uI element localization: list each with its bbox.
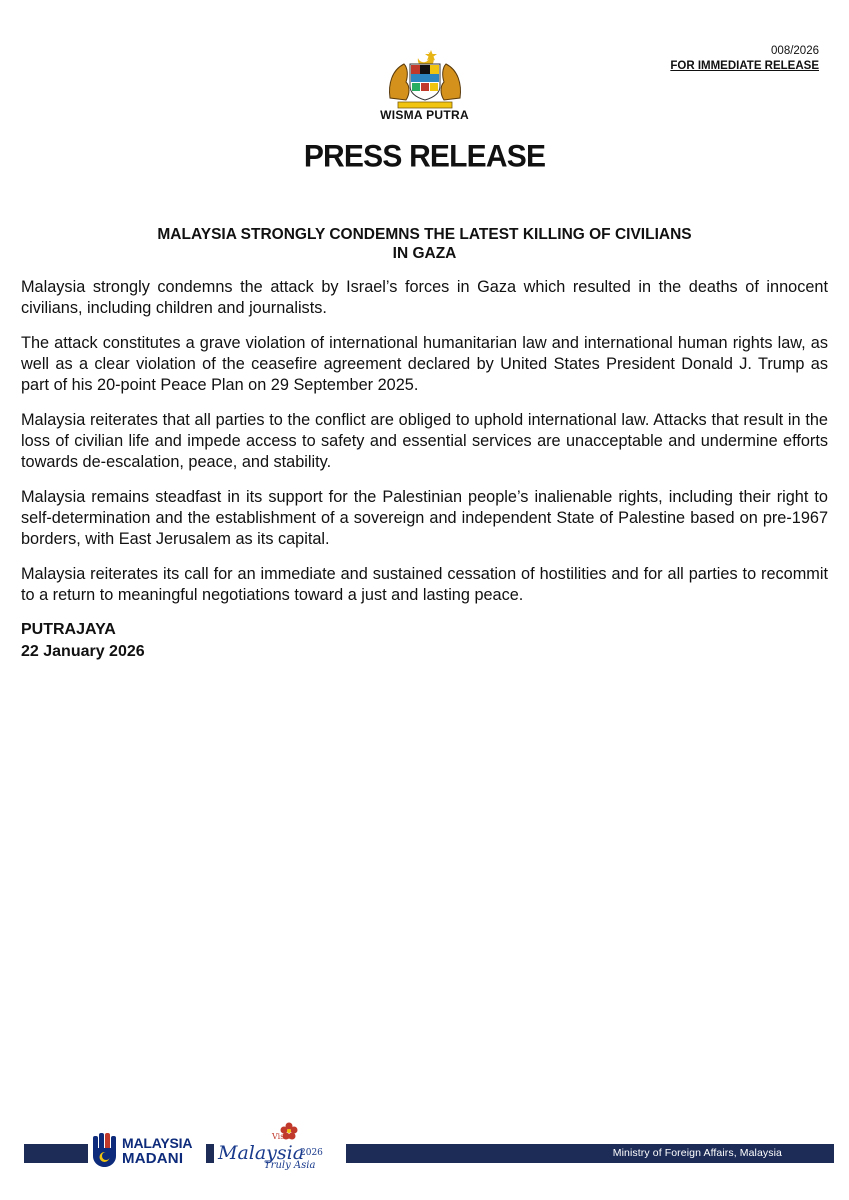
malaysia-madani-logo bbox=[88, 1128, 206, 1172]
headline-line-2: IN GAZA bbox=[392, 245, 457, 262]
paragraph-4: Malaysia remains steadfast in its support for the Palestinian people’s inalienable rights, including their right to self-determination and the establishment of a sovereign and independent State of Palestine based on pre-1967 borders, with East Jerusalem as its capital. bbox=[21, 488, 828, 548]
paragraph-1: Malaysia strongly condemns the attack by Israel’s forces in Gaza which resulted in the deaths of innocent civilians, including children and journalists. bbox=[21, 278, 828, 317]
press-release-body bbox=[21, 277, 828, 662]
reference-number: 008/2026 bbox=[771, 45, 819, 57]
headline-line-1: MALAYSIA STRONGLY CONDEMNS THE LATEST KILLING OF CIVILIANS bbox=[157, 226, 692, 243]
paragraph-3: Malaysia reiterates that all parties to the conflict are obliged to uphold international law. Attacks that result in the loss of civilian life and impede access to safety and essential services are unacceptable and undermine efforts towards de-escalation, peace, and stability. bbox=[21, 411, 828, 471]
visit-malaysia-wordmark: Malaysia bbox=[218, 1142, 305, 1164]
visit-label: Visit bbox=[272, 1132, 291, 1141]
visit-year: 2026 bbox=[300, 1148, 323, 1158]
truly-asia-tagline: Truly Asia bbox=[264, 1160, 316, 1171]
reference-block bbox=[670, 44, 819, 74]
madani-hand-icon bbox=[90, 1132, 120, 1168]
malaysia-coat-of-arms-icon bbox=[382, 48, 468, 110]
signoff-date: 22 January 2026 bbox=[21, 643, 145, 660]
ministry-name: Ministry of Foreign Affairs, Malaysia bbox=[612, 1147, 782, 1159]
madani-logo-line-2: MADANI bbox=[122, 1150, 184, 1167]
paragraph-5: Malaysia reiterates its call for an immediate and sustained cessation of hostilities and for all parties to recommit to a return to meaningful negotiations toward a just and lasting peace. bbox=[21, 565, 828, 604]
madani-logo-line-1: MALAYSIA bbox=[122, 1135, 193, 1151]
visit-malaysia-2026-logo bbox=[214, 1120, 346, 1178]
release-label: FOR IMMEDIATE RELEASE bbox=[670, 60, 819, 72]
signoff-place: PUTRAJAYA bbox=[21, 621, 116, 638]
headline bbox=[60, 225, 789, 263]
document-type-title: PRESS RELEASE bbox=[303, 139, 546, 174]
paragraph-2: The attack constitutes a grave violation of international humanitarian law and international human rights law, as well as a clear violation of the ceasefire agreement declared by United States President Donald J. Trump as part of his 20-point Peace Plan on 29 September 2025. bbox=[21, 334, 828, 394]
organization-name: WISMA PUTRA bbox=[380, 108, 469, 122]
